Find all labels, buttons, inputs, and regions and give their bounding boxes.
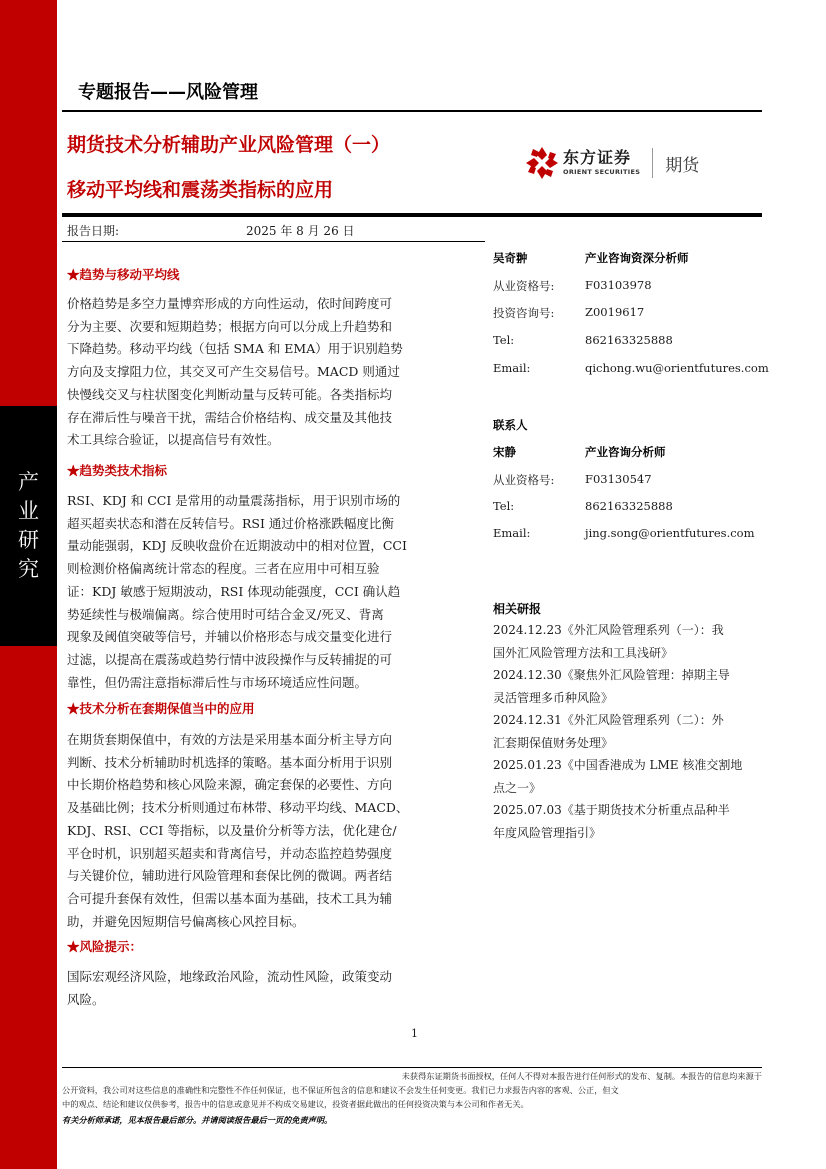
- analyst-field-label: 从业资格号:: [493, 279, 555, 293]
- title-divider: [62, 213, 762, 217]
- section-body-hedging: [67, 729, 447, 933]
- analyst-field-label: Email:: [493, 361, 531, 375]
- contact-field-label: Tel:: [493, 499, 515, 513]
- side-category-tag: [0, 406, 57, 646]
- analyst-notice: 有关分析师承诺，见本报告最后部分。并请阅读报告最后一页的免责声明。: [62, 1115, 333, 1125]
- report-title-line1: 期货技术分析辅助产业风险管理（一）: [67, 134, 391, 156]
- body-line: 国际宏观经济风险，地缘政治风险，流动性风险，政策变动: [67, 969, 393, 984]
- analyst-field-label: Tel:: [493, 333, 515, 347]
- section-heading-hedging: ★技术分析在套期保值当中的应用: [67, 701, 255, 716]
- body-line: 势延续性与极端偏离。综合使用时可结合金叉/死叉、背离: [67, 606, 384, 622]
- section-body-indicators: [67, 490, 447, 694]
- logo-brand-cn: 东方证券: [563, 148, 632, 167]
- logo-separator: [652, 148, 653, 178]
- body-line: 快慢线交叉与柱状图变化判断动量与反转可能。各类指标均: [67, 386, 393, 402]
- footer-divider: [62, 1067, 762, 1068]
- analyst-field-value: 862163325888: [585, 333, 673, 347]
- related-report-item[interactable]: 2025.01.23《中国香港成为 LME 核准交割地: [493, 758, 743, 772]
- body-line: 超买超卖状态和潜在反转信号。RSI 通过价格涨跌幅度比衡: [67, 515, 394, 531]
- related-report-item[interactable]: 国外汇风险管理方法和工具浅研》: [493, 645, 674, 660]
- contact-field-value: F03130547: [585, 472, 652, 486]
- body-line: 过滤，以提高在震荡或趋势行情中波段操作与反转捕捉的可: [67, 651, 393, 667]
- body-line: 风险。: [67, 991, 105, 1007]
- related-reports-heading: 相关研报: [493, 602, 542, 616]
- related-report-item[interactable]: 点之一》: [493, 780, 542, 795]
- disclaimer-line3: 中的观点、结论和建议仅供参考，报告中的信息或意见并不构成交易建议，投资者据此做出的任何投资决策与本公司和作者无关。: [62, 1099, 529, 1109]
- report-date-label: 报告日期:: [67, 224, 120, 238]
- body-line: KDJ、RSI、CCI 等指标，以及量价分析等方法，优化建仓/: [67, 822, 397, 838]
- body-line: RSI、KDJ 和 CCI 是常用的动量震荡指标，用于识别市场的: [67, 493, 401, 508]
- analyst-field-label: 投资咨询号:: [493, 306, 555, 320]
- side-tag-char: 研: [18, 528, 39, 552]
- related-report-item[interactable]: 2024.12.30《聚焦外汇风险管理：掉期主导: [493, 668, 730, 682]
- contact-email[interactable]: jing.song@orientfutures.com: [585, 526, 755, 540]
- body-line: 平仓时机，识别超买超卖和背离信号，并动态监控趋势强度: [67, 845, 393, 861]
- logo-brand-en: ORIENT SECURITIES: [563, 168, 641, 176]
- body-line: 判断、技术分析辅助时机选择的策略。基本面分析用于识别: [67, 754, 393, 770]
- body-line: 中长期价格趋势和核心风险来源，确定套保的必要性、方向: [67, 777, 393, 793]
- date-divider: [62, 241, 485, 242]
- related-report-item[interactable]: 汇套期保值财务处理》: [493, 735, 614, 750]
- section-heading-indicators: ★趋势类技术指标: [67, 463, 168, 478]
- body-line: 方向及支撑阻力位，其交叉可产生交易信号。MACD 则通过: [67, 364, 400, 380]
- body-line: 证：KDJ 敏感于短期波动，RSI 体现动能强度，CCI 确认趋: [67, 583, 401, 599]
- body-line: 在期货套期保值中，有效的方法是采用基本面分析主导方向: [67, 732, 393, 747]
- body-line: 下降趋势。移动平均线（包括 SMA 和 EMA）用于识别趋势: [67, 341, 403, 357]
- related-report-item[interactable]: 灵活管理多币种风险》: [493, 690, 614, 705]
- body-line: 分为主要、次要和短期趋势；根据方向可以分成上升趋势和: [67, 318, 393, 334]
- body-line: 与关键价位，辅助进行风险管理和套保比例的微调。两者结: [67, 868, 393, 884]
- analyst-email[interactable]: qichong.wu@orientfutures.com: [585, 361, 769, 375]
- contact-heading: 联系人: [493, 418, 528, 432]
- section-heading-trend: ★趋势与移动平均线: [67, 267, 180, 282]
- logo-division: 期货: [665, 155, 700, 176]
- header-divider: [62, 110, 762, 112]
- contact-field-label: 从业资格号:: [493, 473, 555, 487]
- body-line: 价格趋势是多空力量博弈形成的方向性运动，依时间跨度可: [67, 296, 393, 311]
- side-tag-char: 业: [18, 499, 39, 523]
- body-line: 存在滞后性与噪音干扰，需结合价格结构、成交量及其他技: [67, 409, 393, 425]
- disclaimer-line1: 未获得东证期货书面授权，任何人不得对本报告进行任何形式的发布、复制。本报告的信息均来源于: [401, 1071, 762, 1081]
- related-report-item[interactable]: 2025.07.03《基于期货技术分析重点品种半: [493, 803, 730, 817]
- related-reports-list: [493, 619, 758, 844]
- report-date-value: 2025 年 8 月 26 日: [246, 224, 355, 238]
- body-line: 现象及阈值突破等信号，并辅以价格形态与成交量变化进行: [67, 629, 393, 645]
- side-tag-char: 产: [18, 470, 39, 494]
- report-title-line2: 移动平均线和震荡类指标的应用: [67, 179, 334, 201]
- body-line: 术工具综合验证，以提高信号有效性。: [67, 432, 280, 448]
- orient-logo-icon: [525, 146, 559, 180]
- body-line: 助，并避免因短期信号偏离核心风控目标。: [67, 913, 305, 929]
- body-line: 合可提升套保有效性，但需以基本面为基础，技术工具为辅: [67, 890, 393, 906]
- body-line: 量动能强弱，KDJ 反映收盘价在近期波动中的相对位置，CCI: [67, 538, 407, 554]
- analyst-title: 产业咨询资深分析师: [585, 251, 689, 265]
- related-report-item[interactable]: 2024.12.31《外汇风险管理系列（二）：外: [493, 713, 724, 727]
- analyst-field-value: F03103978: [585, 278, 652, 292]
- section-body-trend: [67, 293, 447, 452]
- section-heading-risk: ★风险提示：: [67, 939, 143, 954]
- contact-field-value: 862163325888: [585, 499, 673, 513]
- side-tag-char: 究: [18, 557, 39, 581]
- contact-field-label: Email:: [493, 526, 531, 540]
- section-body-risk: [67, 966, 447, 1011]
- disclaimer-line2: 公开资料，我公司对这些信息的准确性和完整性不作任何保证，也不保证所包含的信息和建议不会发生任何变更。我们已力求报告内容的客观、公正，但文: [62, 1085, 619, 1095]
- logo-text: [563, 149, 640, 177]
- body-line: 及基础比例；技术分析则通过布林带、移动平均线、MACD、: [67, 800, 409, 816]
- body-line: 则检测价格偏离统计常态的程度。三者在应用中可相互验: [67, 561, 380, 577]
- company-logo: [525, 143, 735, 183]
- contact-title: 产业咨询分析师: [585, 445, 666, 459]
- contact-name: 宋静: [493, 445, 516, 459]
- related-report-item[interactable]: 年度风险管理指引》: [493, 825, 602, 840]
- body-line: 靠性，但仍需注意指标滞后性与市场环境适应性问题。: [67, 674, 368, 690]
- related-report-item[interactable]: 2024.12.23《外汇风险管理系列（一）：我: [493, 623, 724, 637]
- analyst-field-value: Z0019617: [585, 305, 645, 319]
- page-number: 1: [411, 1027, 418, 1040]
- report-category: 专题报告——风险管理: [78, 82, 258, 103]
- analyst-name: 吴奇翀: [493, 251, 528, 265]
